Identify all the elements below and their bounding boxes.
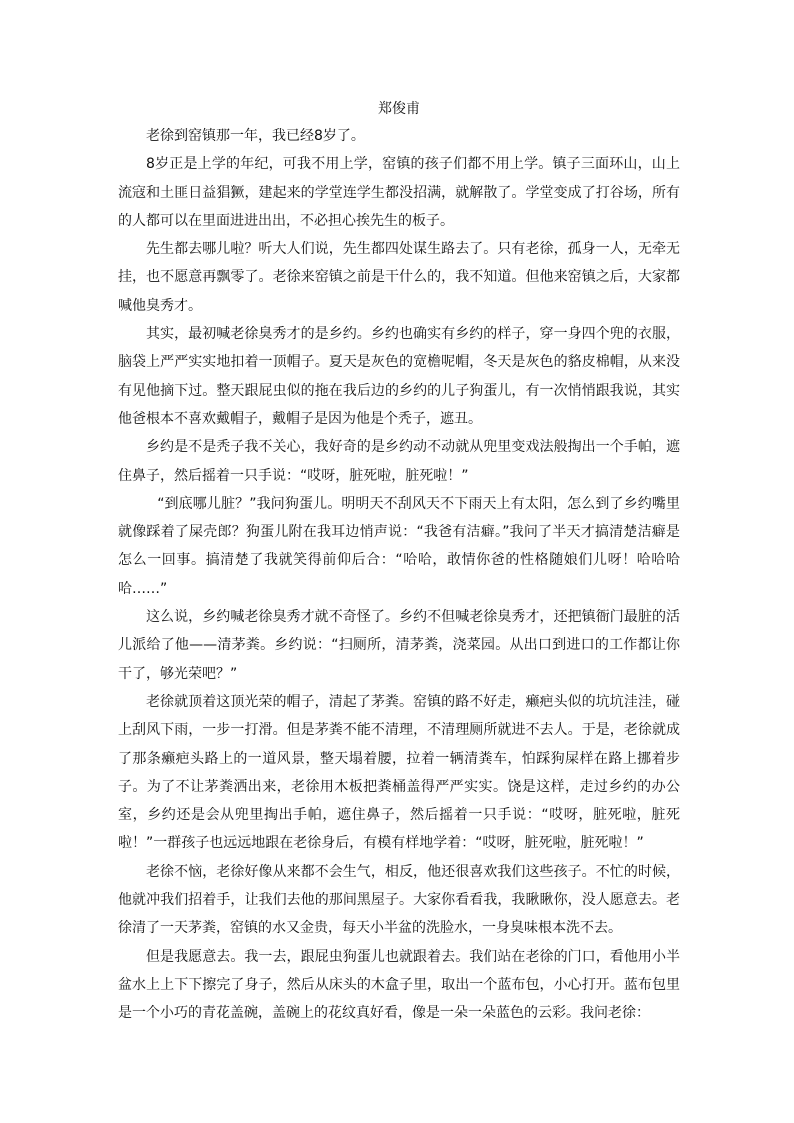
article-body <box>118 96 680 1028</box>
paragraph: 老徐不恼，老徐好像从来都不会生气，相反，他还很喜欢我们这些孩子。不忙的时候，他就冲我们招着手，让我们去他的那间黑屋子。大家你看看我，我瞅瞅你，没人愿意去。老徐清了一天茅粪，窑镇的水又金贵，每天小半盆的洗脸水，一身臭味根本洗不去。 <box>118 863 680 937</box>
paragraph: 8岁正是上学的年纪，可我不用上学，窑镇的孩子们都不用上学。镇子三面环山，山上流寇和土匪日益猖獗，建起来的学堂连学生都没招满，就解散了。学堂变成了打谷场，所有的人都可以在里面进进出出，不必担心挨先生的板子。 <box>118 156 680 229</box>
paragraph: 老徐到窑镇那一年，我已经8岁了。 <box>146 128 365 144</box>
paragraph: 但是我愿意去。我一去，跟屁虫狗蛋儿也就跟着去。我们站在老徐的门口，看他用小半盆水上上下下擦完了身子，然后从床头的木盒子里，取出一个蓝布包，小心打开。蓝布包里是一个小巧的青花盖碗，盖碗上的花纹真好看，像是一朵一朵蓝色的云彩。我问老徐： <box>118 948 680 1022</box>
paragraph: “到底哪儿脏？”我问狗蛋儿。明明天不刮风天不下雨天上有太阳，怎么到了乡约嘴里就像踩着了屎壳郎？狗蛋儿附在我耳边悄声说：“我爸有洁癖。”我问了半天才搞清楚洁癖是怎么一回事。搞清楚了我就笑得前仰后合：“哈哈，敢情你爸的性格随娘们儿呀！哈哈哈哈……” <box>118 495 680 597</box>
paragraph: 老徐就顶着这顶光荣的帽子，清起了茅粪。窑镇的路不好走，癞疤头似的坑坑洼洼，碰上刮风下雨，一步一打滑。但是茅粪不能不清理，不清理厕所就进不去人。于是，老徐就成了那条癞疤头路上的一道风景，整天塌着腰，拉着一辆清粪车，怕踩狗屎样在路上挪着步子。为了不让茅粪洒出来，老徐用木板把粪桶盖得严严实实。饶是这样，走过乡约的办公室，乡约还是会从兜里掏出手帕，遮住鼻子，然后摇着一只手说：“哎呀，脏死啦，脏死啦！”一群孩子也远远地跟在老徐身后，有模有样地学着：“哎呀，脏死啦，脏死啦！” <box>118 693 680 852</box>
paragraph: 其实，最初喊老徐臭秀才的是乡约。乡约也确实有乡约的样子，穿一身四个兜的衣服，脑袋上严严实实地扣着一顶帽子。夏天是灰色的宽檐呢帽，冬天是灰色的貉皮棉帽，从来没有见他摘下过。整天跟屁虫似的拖在我后边的乡约的儿子狗蛋儿，有一次悄悄跟我说，其实他爸根本不喜欢戴帽子，戴帽子是因为他是个秃子，遮丑。 <box>118 326 680 427</box>
author-name: 郑俊甫 <box>378 101 420 117</box>
paragraph: 乡约是不是秃子我不关心，我好奇的是乡约动不动就从兜里变戏法般掏出一个手帕，遮住鼻子，然后摇着一只手说：“哎呀，脏死啦，脏死啦！” <box>118 439 680 484</box>
paragraph: 这么说，乡约喊老徐臭秀才就不奇怪了。乡约不但喊老徐臭秀才，还把镇衙门最脏的活儿派给了他——清茅粪。乡约说：“扫厕所，清茅粪，浇菜园。从出口到进口的工作都让你干了，够光荣吧？” <box>118 609 680 682</box>
paragraph: 先生都去哪儿啦？听大人们说，先生都四处谋生路去了。只有老徐，孤身一人，无牵无挂，也不愿意再飘零了。老徐来窑镇之前是干什么的，我不知道。但他来窑镇之后，大家都喊他臭秀才。 <box>118 241 680 314</box>
